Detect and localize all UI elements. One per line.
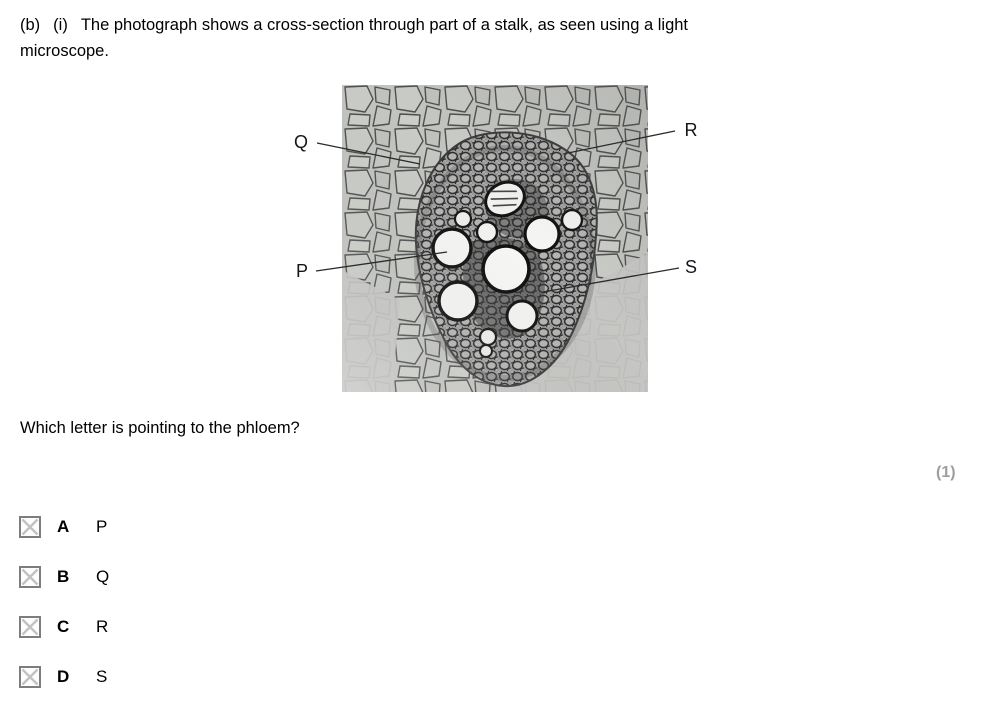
option-row-c	[19, 602, 319, 652]
micrograph-photo	[342, 85, 648, 392]
option-value: R	[96, 617, 109, 636]
option-row-b	[19, 552, 319, 602]
checkbox-cross-icon	[21, 518, 39, 536]
checkbox-option-d[interactable]	[19, 666, 41, 688]
option-value: Q	[96, 567, 110, 586]
stem-text-line1: The photograph shows a cross-section through part of a stalk, as seen using a light	[80, 16, 689, 34]
checkbox-option-c[interactable]	[19, 616, 41, 638]
micrograph-figure	[280, 80, 710, 400]
option-letter: A	[57, 517, 70, 536]
option-value: P	[96, 517, 108, 536]
checkbox-option-a[interactable]	[19, 516, 41, 538]
marks-badge: (1)	[936, 464, 956, 481]
question-text: Which letter is pointing to the phloem?	[20, 419, 300, 437]
checkbox-cross-icon	[21, 668, 39, 686]
figure-label-q: Q	[293, 132, 309, 152]
option-letter: D	[57, 667, 70, 686]
option-value: S	[96, 667, 108, 686]
options-list	[19, 502, 319, 702]
question-stem	[20, 12, 950, 64]
option-row-a	[19, 502, 319, 552]
checkbox-cross-icon	[21, 568, 39, 586]
option-letter: B	[57, 567, 70, 586]
micrograph-svg	[280, 80, 710, 400]
checkbox-option-b[interactable]	[19, 566, 41, 588]
figure-label-s: S	[684, 257, 698, 277]
checkbox-cross-icon	[21, 618, 39, 636]
stem-text-line2: microscope.	[20, 42, 109, 60]
part-label: (b)	[20, 16, 41, 34]
figure-label-r: R	[684, 120, 698, 140]
option-letter: C	[57, 617, 70, 636]
subpart-label: (i)	[53, 16, 68, 34]
figure-label-p: P	[295, 261, 309, 281]
option-row-d	[19, 652, 319, 702]
